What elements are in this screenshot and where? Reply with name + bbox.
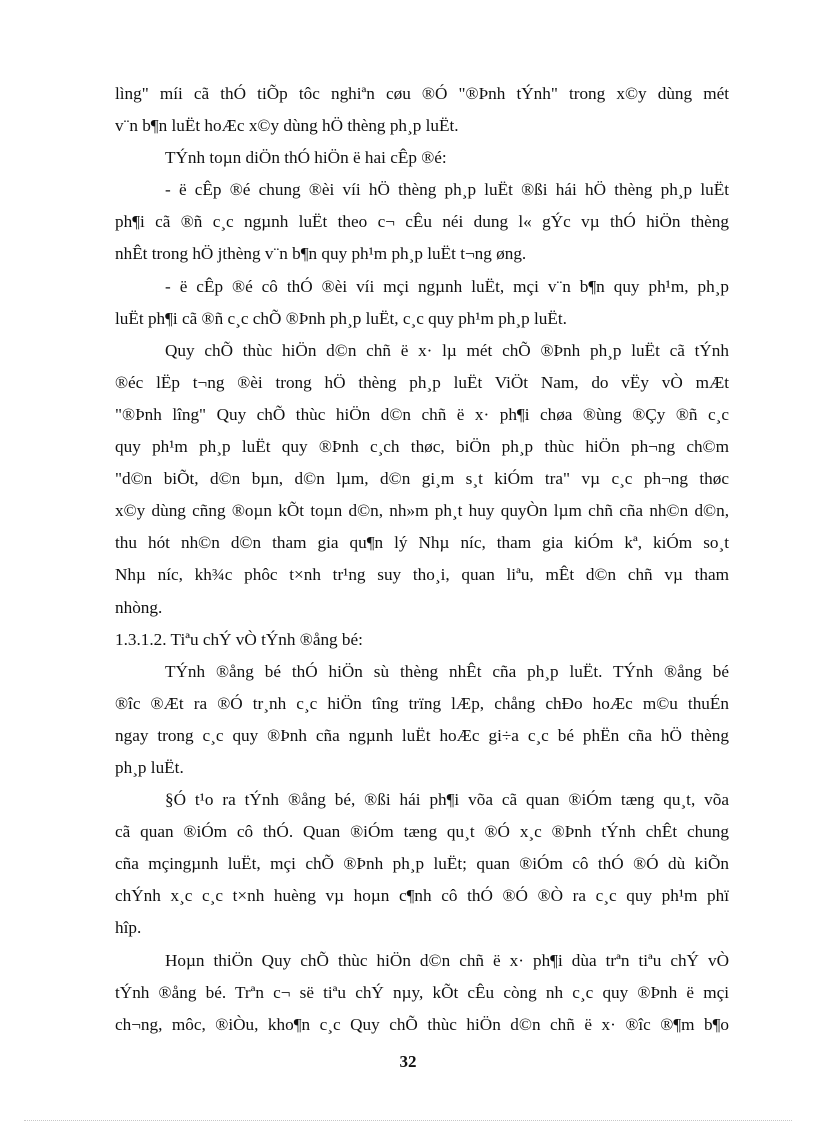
- text-line: ph¸p luËt.: [115, 757, 184, 777]
- text-line: §Ó t¹o ra tÝnh ®ång bé, ®ßi hái ph¶i võa cã quan ®iÓm tæng qu¸t, võa: [165, 790, 729, 810]
- text-line: ph¶i cã ®ñ c¸c ngµnh luËt theo c¬ cÊu néi dung l« gÝc vµ thÓ hiÖn thèng: [115, 212, 729, 232]
- text-line: Nhµ níc, kh¾c phôc t×nh tr¹ng suy tho¸i, quan liªu, mÊt d©n chñ vµ tham: [115, 565, 729, 585]
- text-line: cña mçingµnh luËt, mçi chÕ ®Þnh ph¸p luËt; quan ®iÓm cô thÓ ®Ó dù kiÕn: [115, 854, 729, 874]
- text-line: cã quan ®iÓm cô thÓ. Quan ®iÓm tæng qu¸t ®Ó x¸c ®Þnh tÝnh chÊt chung: [115, 822, 729, 842]
- text-line: Quy chÕ thùc hiÖn d©n chñ ë x· lµ mét chÕ ®Þnh ph¸p luËt cã tÝnh: [165, 340, 729, 360]
- text-line: ®îc ®Æt ra ®Ó tr¸nh c¸c hiÖn tîng trïng lÆp, chång chÐo hoÆc m©u thuÉn: [115, 693, 729, 713]
- text-line: nhòng.: [115, 597, 163, 617]
- text-line: luËt ph¶i cã ®ñ c¸c chÕ ®Þnh ph¸p luËt, c¸c quy ph¹m ph¸p luËt.: [115, 308, 567, 328]
- text-line: tÝnh ®ång bé. Trªn c¬ së tiªu chÝ nµy, kÕt cÊu còng nh c¸c quy ®Þnh ë mçi: [115, 982, 729, 1002]
- text-line: - ë cÊp ®é chung ®èi víi hÖ thèng ph¸p luËt ®ßi hái hÖ thèng ph¸p luËt: [165, 180, 729, 200]
- text-line: ngay trong c¸c quy ®Þnh cña ngµnh luËt hoÆc gi÷a c¸c bé phËn cña hÖ thèng: [115, 725, 729, 745]
- text-line: "®Þnh lîng" Quy chÕ thùc hiÖn d©n chñ ë x· ph¶i chøa ®ùng ®Çy ®ñ c¸c: [115, 404, 729, 424]
- text-line: TÝnh ®ång bé thÓ hiÖn sù thèng nhÊt cña ph¸p luËt. TÝnh ®ång bé: [165, 661, 729, 681]
- text-line: hîp.: [115, 918, 142, 938]
- text-line: x©y dùng cñng ®oµn kÕt toµn d©n, nh»m ph¸t huy quyÒn lµm chñ cña nh©n d©n,: [115, 501, 729, 521]
- text-line: chÝnh x¸c c¸c t×nh huèng vµ hoµn c¶nh cô thÓ ®Ó ®Ò ra c¸c quy ph¹m phï: [115, 886, 729, 906]
- text-line: Hoµn thiÖn Quy chÕ thùc hiÖn d©n chñ ë x· ph¶i dùa trªn tiªu chÝ vÒ: [165, 950, 729, 970]
- text-line: nhÊt trong hÖ jthèng v¨n b¶n quy ph¹m ph¸p luËt t¬ng øng.: [115, 244, 527, 264]
- section-heading: 1.3.1.2. Tiªu chÝ vÒ tÝnh ®ång bé:: [115, 629, 363, 649]
- text-line: TÝnh toµn diÖn thÓ hiÖn ë hai cÊp ®é:: [165, 148, 447, 168]
- page-number: 32: [399, 1052, 417, 1071]
- body-text: [115, 78, 729, 1041]
- text-line: quy ph¹m ph¸p luËt quy ®Þnh c¸ch thøc, biÖn ph¸p thùc hiÖn ph¬ng ch©m: [115, 437, 729, 457]
- text-line: "d©n biÕt, d©n bµn, d©n lµm, d©n gi¸m s¸t kiÓm tra" vµ c¸c ph¬ng thøc: [115, 469, 729, 489]
- text-line: ch¬ng, môc, ®iÒu, kho¶n c¸c Quy chÕ thùc hiÖn d©n chñ ë x· ®îc ®¶m b¶o: [115, 1014, 729, 1034]
- text-line: lìng" míi cã thÓ tiÕp tôc nghiªn cøu ®Ó "®Þnh tÝnh" trong x©y dùng mét: [115, 84, 729, 103]
- text-line: thu hót nh©n d©n tham gia qu¶n lý Nhµ níc, tham gia kiÓm kª, kiÓm so¸t: [115, 533, 729, 553]
- page-divider: [24, 1120, 792, 1121]
- text-line: ®éc lËp t¬ng ®èi trong hÖ thèng ph¸p luËt ViÖt Nam, do vËy vÒ mÆt: [115, 372, 729, 392]
- text-line: v¨n b¶n luËt hoÆc x©y dùng hÖ thèng ph¸p luËt.: [115, 116, 459, 136]
- text-line: - ë cÊp ®é cô thÓ ®èi víi mçi ngµnh luËt, mçi v¨n b¶n quy ph¹m, ph¸p: [165, 276, 729, 296]
